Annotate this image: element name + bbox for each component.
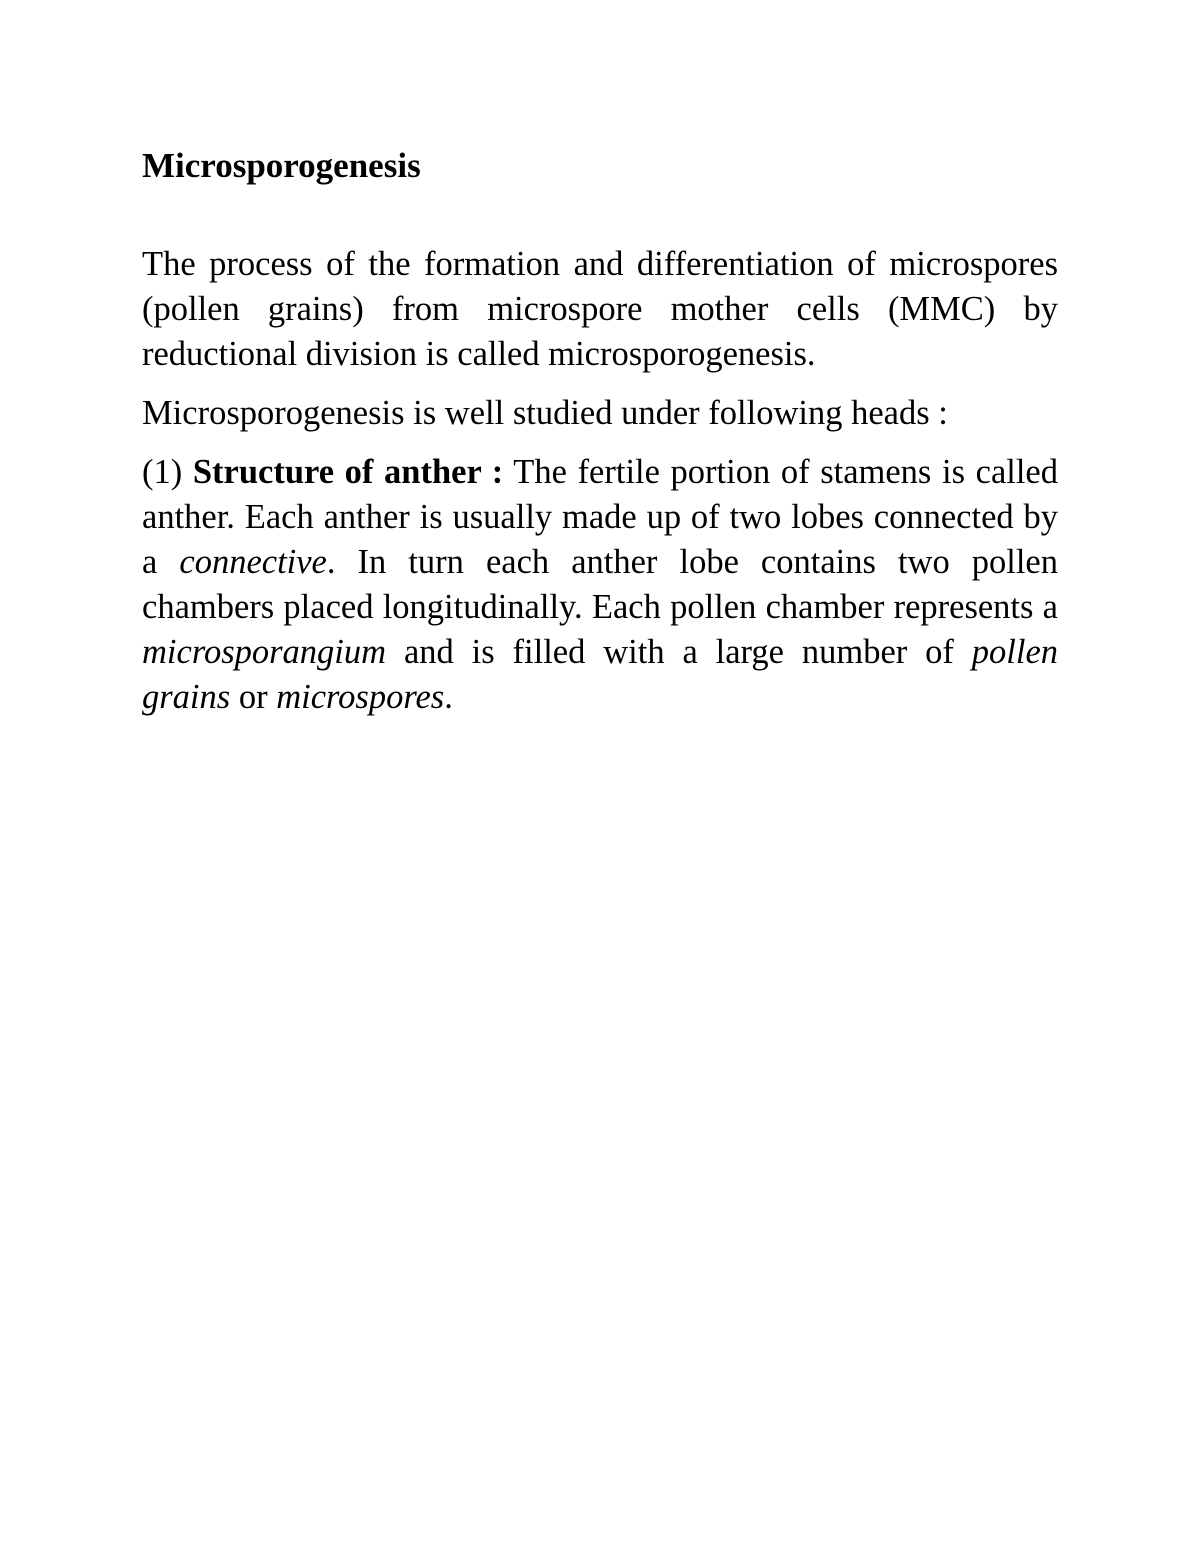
- term-microsporangium: microsporangium: [142, 633, 387, 671]
- page-title: Microsporogenesis: [142, 146, 421, 185]
- paragraph-structure-of-anther: [142, 450, 1058, 720]
- document-content: [142, 140, 1058, 720]
- term-microspores: microspores: [276, 678, 445, 716]
- text-segment: .: [444, 678, 453, 716]
- text-segment: . In turn each anther lobe contains two pollen chambers placed longitudinally. Each pollen chamber represents a: [142, 543, 1058, 626]
- term-connective: connective: [179, 543, 327, 581]
- term-pollen-grains: pollen grains: [142, 633, 1059, 716]
- text-segment: or: [238, 678, 268, 716]
- section-heading: Structure of anther :: [192, 453, 504, 491]
- paragraph-definition: The process of the formation and differentiation of microspores (pollen grains) from microspore mother cells (MMC) by reductional division is called microsporogenesis.: [142, 245, 1058, 373]
- paragraph-heads-intro: Microsporogenesis is well studied under following heads :: [142, 394, 948, 432]
- text-segment: and is filled with a large number of: [403, 633, 954, 671]
- text-segment: The fertile portion of stamens is called anther. Each anther is usually made up of two lobes connected by a: [142, 453, 1058, 581]
- list-number: (1): [142, 453, 183, 491]
